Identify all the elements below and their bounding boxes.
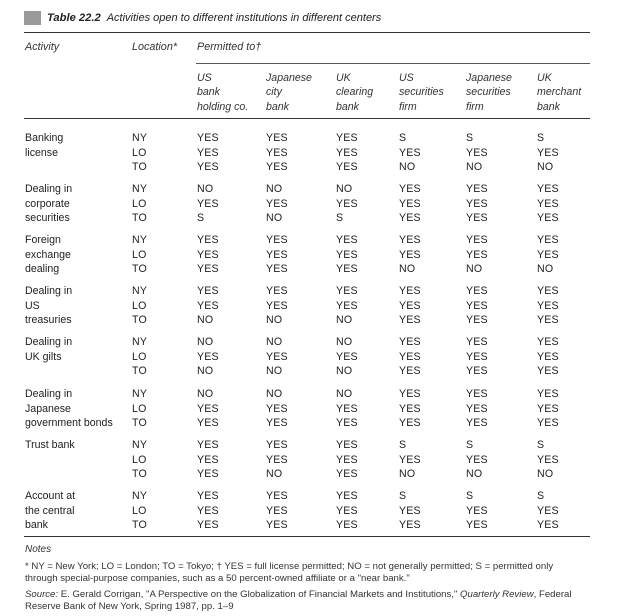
activity-label: Account at: [25, 490, 76, 502]
institution-header-line: Japanese: [266, 72, 312, 84]
permission-cell: YES: [399, 402, 421, 415]
permission-cell: YES: [336, 453, 358, 466]
permission-cell: YES: [466, 519, 488, 532]
activity-label: license: [25, 146, 58, 159]
permission-cell: YES: [266, 299, 288, 312]
permission-cell: YES: [266, 285, 288, 297]
permission-cell: YES: [399, 417, 421, 430]
source-label: Source:: [25, 589, 59, 600]
permission-cell: YES: [466, 314, 488, 327]
institution-header-line: city: [266, 86, 282, 99]
permission-cell: YES: [399, 285, 421, 297]
permission-cell: YES: [197, 285, 219, 297]
location-cell: TO: [132, 468, 147, 481]
permission-cell: YES: [197, 439, 219, 451]
location-cell: TO: [132, 365, 147, 378]
institution-header-line: firm: [399, 100, 417, 113]
location-cell: NY: [132, 183, 148, 195]
permission-cell: YES: [197, 299, 219, 312]
source-text-2: , Federal: [533, 589, 572, 600]
location-cell: NY: [132, 285, 148, 297]
activity-label: exchange: [25, 248, 71, 261]
permission-cell: YES: [399, 365, 421, 378]
activity-label: Dealing in: [25, 388, 73, 400]
permission-cell: YES: [197, 161, 219, 174]
permission-cell: YES: [466, 285, 488, 297]
location-cell: TO: [132, 417, 147, 430]
permission-cell: NO: [336, 314, 353, 327]
permission-cell: YES: [336, 161, 358, 174]
permission-cell: YES: [197, 468, 219, 481]
permission-cell: NO: [197, 388, 214, 400]
permission-cell: YES: [399, 504, 421, 517]
title-swatch: [24, 11, 41, 25]
activity-header: Activity: [25, 41, 60, 53]
permission-cell: YES: [197, 132, 219, 144]
permission-cell: YES: [537, 183, 559, 195]
permission-cell: S: [466, 490, 474, 502]
permission-cell: YES: [537, 417, 559, 430]
permission-cell: YES: [336, 350, 358, 363]
institution-header-line: UK: [537, 72, 552, 84]
permission-cell: YES: [197, 197, 219, 210]
permission-cell: YES: [537, 402, 559, 415]
location-cell: LO: [132, 350, 147, 363]
activity-label: the central: [25, 504, 75, 517]
permission-cell: YES: [466, 234, 488, 246]
permission-cell: YES: [336, 263, 358, 276]
location-header: Location*: [132, 41, 178, 53]
permission-cell: YES: [466, 146, 488, 159]
permission-cell: NO: [266, 314, 283, 327]
notes-title: Notes: [25, 544, 52, 555]
permission-cell: NO: [466, 263, 483, 276]
location-cell: NY: [132, 388, 148, 400]
permission-cell: S: [399, 132, 407, 144]
permission-cell: YES: [466, 197, 488, 210]
institution-header-line: firm: [466, 100, 484, 113]
source-journal: Quarterly Review: [460, 589, 534, 600]
permission-cell: NO: [266, 468, 283, 481]
permission-cell: YES: [266, 146, 288, 159]
location-cell: NY: [132, 439, 148, 451]
permission-cell: YES: [266, 132, 288, 144]
permission-cell: S: [399, 439, 407, 451]
institution-header-line: merchant: [537, 86, 582, 99]
institution-header-line: Japanese: [466, 72, 512, 84]
permission-cell: S: [399, 490, 407, 502]
permission-cell: NO: [466, 161, 483, 174]
permission-cell: NO: [399, 263, 416, 276]
activity-label: US: [25, 299, 40, 312]
permission-cell: NO: [399, 468, 416, 481]
permission-cell: YES: [266, 248, 288, 261]
permission-cell: S: [537, 439, 545, 451]
activity-label: treasuries: [25, 314, 72, 327]
location-cell: TO: [132, 314, 147, 327]
permission-cell: YES: [399, 336, 421, 348]
table-title-bar: [24, 10, 381, 26]
location-cell: TO: [132, 161, 147, 174]
permission-cell: YES: [336, 417, 358, 430]
permission-cell: YES: [537, 519, 559, 532]
location-cell: LO: [132, 453, 147, 466]
permission-cell: YES: [336, 248, 358, 261]
permission-cell: YES: [266, 417, 288, 430]
institution-header-line: securities: [399, 86, 444, 99]
location-cell: NY: [132, 234, 148, 246]
header-rule: [24, 118, 590, 119]
permission-cell: YES: [537, 212, 559, 225]
activity-label: bank: [25, 519, 48, 532]
permission-cell: NO: [266, 388, 283, 400]
permission-cell: YES: [537, 299, 559, 312]
permission-cell: S: [466, 439, 474, 451]
institution-header-line: US: [399, 72, 414, 84]
activity-label: UK gilts: [25, 350, 62, 363]
activity-label: Dealing in: [25, 336, 73, 348]
permission-cell: YES: [197, 519, 219, 532]
permission-cell: YES: [537, 336, 559, 348]
institution-header-line: US: [197, 72, 212, 84]
location-cell: NY: [132, 336, 148, 348]
institution-header-line: bank: [266, 100, 289, 113]
table-title: Activities open to different institutions in different centers: [106, 12, 382, 24]
source-line-2: Reserve Bank of New York, Spring 1987, pp. 1–9: [25, 601, 234, 612]
permission-cell: NO: [537, 468, 554, 481]
permission-cell: YES: [537, 365, 559, 378]
permission-cell: NO: [336, 183, 353, 195]
permission-cell: YES: [466, 183, 488, 195]
permission-cell: YES: [336, 439, 358, 451]
permission-cell: YES: [537, 197, 559, 210]
permission-cell: YES: [197, 146, 219, 159]
permission-cell: YES: [399, 453, 421, 466]
permitted-header: Permitted to†: [197, 41, 262, 53]
permission-cell: YES: [336, 402, 358, 415]
permission-cell: YES: [399, 248, 421, 261]
permission-cell: YES: [266, 161, 288, 174]
institution-header-line: bank: [537, 100, 560, 113]
permission-cell: YES: [537, 248, 559, 261]
permission-cell: YES: [197, 234, 219, 246]
permission-cell: S: [466, 132, 474, 144]
permission-cell: YES: [197, 417, 219, 430]
top-rule: [24, 32, 590, 33]
location-cell: LO: [132, 248, 147, 261]
activity-label: dealing: [25, 263, 60, 276]
permission-cell: YES: [466, 417, 488, 430]
permission-cell: NO: [336, 388, 353, 400]
permission-cell: YES: [336, 299, 358, 312]
permission-cell: NO: [197, 336, 214, 348]
permission-cell: YES: [197, 490, 219, 502]
permission-cell: YES: [537, 146, 559, 159]
activity-label: Foreign: [25, 234, 61, 246]
permission-cell: YES: [399, 299, 421, 312]
activity-label: Trust bank: [25, 439, 75, 451]
permission-cell: YES: [266, 519, 288, 532]
activity-label: government bonds: [25, 417, 113, 430]
permission-cell: YES: [466, 402, 488, 415]
institution-header-line: bank: [197, 86, 220, 99]
permission-cell: NO: [466, 468, 483, 481]
permission-cell: YES: [466, 504, 488, 517]
permission-cell: YES: [197, 263, 219, 276]
permission-cell: S: [537, 132, 545, 144]
permission-cell: NO: [197, 314, 214, 327]
permission-cell: YES: [399, 314, 421, 327]
permission-cell: YES: [266, 197, 288, 210]
location-cell: TO: [132, 519, 147, 532]
permission-cell: YES: [266, 234, 288, 246]
permission-cell: YES: [336, 490, 358, 502]
permission-cell: YES: [399, 234, 421, 246]
institution-header-line: UK: [336, 72, 351, 84]
permission-cell: YES: [336, 234, 358, 246]
permission-cell: NO: [537, 161, 554, 174]
permission-cell: YES: [537, 314, 559, 327]
permission-cell: NO: [537, 263, 554, 276]
source-line-1: [25, 589, 593, 601]
activity-label: securities: [25, 212, 70, 225]
permission-cell: YES: [537, 285, 559, 297]
permission-cell: NO: [197, 183, 214, 195]
permission-cell: NO: [399, 161, 416, 174]
permission-cell: YES: [537, 453, 559, 466]
activity-label: Japanese: [25, 402, 71, 415]
source-text-1: E. Gerald Corrigan, "A Perspective on the Globalization of Financial Markets and Institutions,": [58, 589, 461, 600]
permission-cell: YES: [399, 388, 421, 400]
permission-cell: NO: [336, 365, 353, 378]
permission-cell: S: [197, 212, 205, 225]
permission-cell: YES: [266, 350, 288, 363]
permission-cell: YES: [197, 248, 219, 261]
note-line-2: through special-purpose companies, such as a 50 percent-owned affiliate or a "near bank.": [25, 573, 410, 584]
permission-cell: YES: [399, 212, 421, 225]
permission-cell: YES: [336, 504, 358, 517]
permission-cell: NO: [266, 336, 283, 348]
permission-cell: YES: [336, 285, 358, 297]
permission-cell: NO: [266, 365, 283, 378]
location-cell: TO: [132, 212, 147, 225]
permission-cell: YES: [197, 402, 219, 415]
permission-cell: YES: [399, 197, 421, 210]
bottom-rule: [24, 536, 590, 537]
permission-cell: YES: [466, 212, 488, 225]
activity-label: corporate: [25, 197, 70, 210]
location-cell: LO: [132, 299, 147, 312]
permission-cell: YES: [336, 197, 358, 210]
institution-header-line: securities: [466, 86, 511, 99]
permission-cell: YES: [266, 263, 288, 276]
activity-label: Dealing in: [25, 183, 73, 195]
permission-cell: YES: [266, 490, 288, 502]
permission-cell: YES: [466, 365, 488, 378]
institution-header-line: holding co.: [197, 100, 249, 113]
permission-cell: S: [336, 212, 344, 225]
permission-cell: YES: [399, 519, 421, 532]
permission-cell: YES: [197, 350, 219, 363]
permission-cell: YES: [537, 350, 559, 363]
location-cell: TO: [132, 263, 147, 276]
permission-cell: NO: [336, 336, 353, 348]
location-cell: NY: [132, 490, 148, 502]
permission-cell: YES: [336, 519, 358, 532]
permission-cell: YES: [466, 336, 488, 348]
location-cell: LO: [132, 146, 147, 159]
permission-cell: NO: [266, 183, 283, 195]
activity-label: Dealing in: [25, 285, 73, 297]
permission-cell: YES: [399, 146, 421, 159]
permission-cell: NO: [197, 365, 214, 378]
permission-cell: S: [537, 490, 545, 502]
permission-cell: YES: [266, 504, 288, 517]
permission-cell: YES: [537, 504, 559, 517]
permission-cell: YES: [197, 504, 219, 517]
permission-cell: YES: [399, 350, 421, 363]
permission-cell: YES: [197, 453, 219, 466]
institution-header-line: clearing: [336, 86, 374, 99]
permission-cell: YES: [466, 453, 488, 466]
permission-cell: YES: [537, 234, 559, 246]
note-line-1: * NY = New York; LO = London; TO = Tokyo; † YES = full license permitted; NO = not generally permitted; S = permitted only: [25, 561, 554, 572]
permission-cell: YES: [336, 132, 358, 144]
permission-cell: NO: [266, 212, 283, 225]
permission-cell: YES: [266, 453, 288, 466]
permission-cell: YES: [266, 439, 288, 451]
location-cell: LO: [132, 197, 147, 210]
permission-cell: YES: [466, 388, 488, 400]
permission-cell: YES: [466, 299, 488, 312]
permission-cell: YES: [336, 146, 358, 159]
activity-label: Banking: [25, 132, 64, 144]
table-label: Table 22.2: [47, 12, 101, 24]
permission-cell: YES: [399, 183, 421, 195]
location-cell: LO: [132, 402, 147, 415]
permission-cell: YES: [466, 248, 488, 261]
permission-cell: YES: [537, 388, 559, 400]
permitted-underline: [196, 63, 590, 64]
permission-cell: YES: [336, 468, 358, 481]
location-cell: LO: [132, 504, 147, 517]
permission-cell: YES: [466, 350, 488, 363]
permission-cell: YES: [266, 402, 288, 415]
institution-header-line: bank: [336, 100, 359, 113]
location-cell: NY: [132, 132, 148, 144]
